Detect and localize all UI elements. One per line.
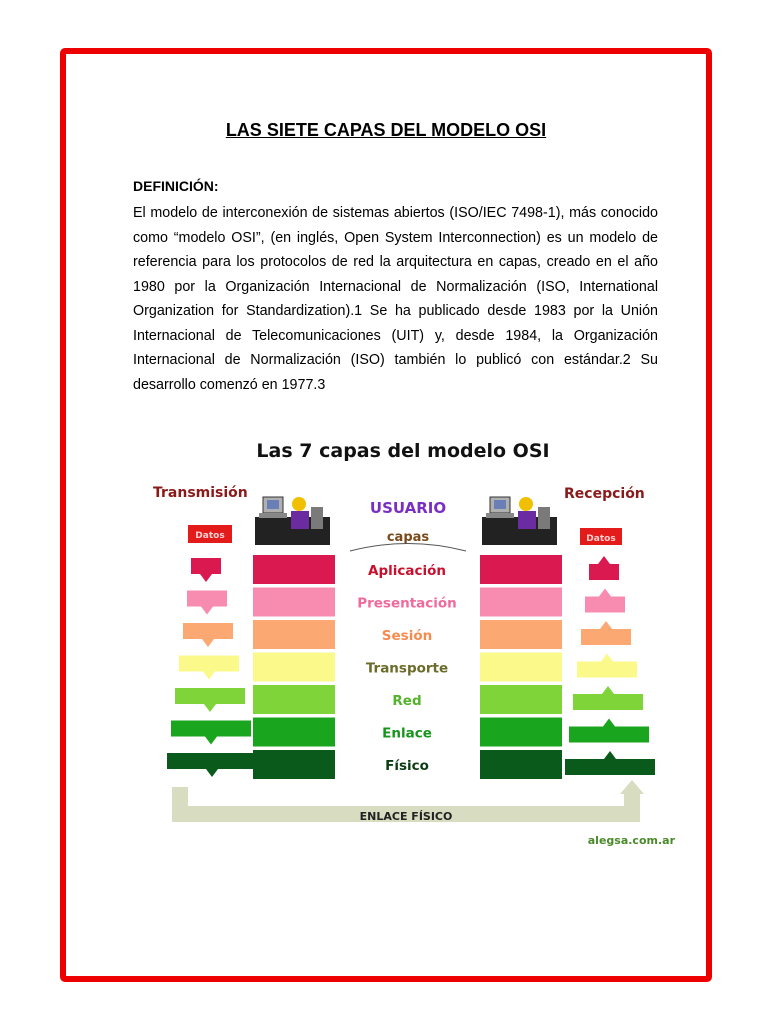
left-data-box: [188, 525, 232, 543]
physical-link-label: ENLACE FÍSICO: [359, 810, 453, 823]
left-arrow-red: [175, 688, 245, 704]
left-arrow-fisico: [167, 753, 257, 769]
left-arrow-aplicacion: [191, 558, 221, 574]
document-title: LAS SIETE CAPAS DEL MODELO OSI: [225, 120, 547, 140]
definition-heading: DEFINICIÓN:: [133, 178, 219, 194]
left-user-computer-icon: [255, 497, 330, 545]
left-layer-sesion: [253, 620, 335, 649]
right-arrow-aplicacion: [589, 564, 619, 580]
right-arrow-transporte: [577, 662, 637, 678]
left-layer-fisico: [253, 750, 335, 779]
right-layer-presentacion: [480, 588, 562, 617]
left-layer-transporte: [253, 653, 335, 682]
right-layer-enlace: [480, 718, 562, 747]
layer-label-sesion: Sesión: [381, 628, 433, 644]
right-arrow-red: [573, 694, 643, 710]
left-arrowhead-red: [204, 704, 216, 712]
left-arrow-transporte: [179, 656, 239, 672]
right-arrowhead-aplicacion: [598, 556, 610, 564]
right-arrow-enlace: [569, 727, 649, 743]
layer-label-aplicacion: Aplicación: [368, 563, 446, 579]
right-arrowhead-transporte: [601, 654, 613, 662]
left-arrowhead-presentacion: [201, 607, 213, 615]
definition-paragraph: El modelo de interconexión de sistemas abiertos (ISO/IEC 7498-1), más conocido como “modelo OSI”, (en inglés, Open System Interconnection) es un modelo de referencia para los protocolos de red la arquitectura en capas, creado en el año 1980 por la Organización Internacional de Normalización (ISO, International Organization for Standardization).1 Se ha publicado desde 1983 por la Unión Internacional de Telecomunicaciones (UIT) y, desde 1984, la Organización Internacional de Normalización (ISO) también lo publicó con estándar.2 Su desarrollo comenzó en 1977.3: [133, 205, 658, 393]
layer-stack: [253, 555, 562, 779]
layer-label-red: Red: [392, 693, 422, 709]
physical-link-arrowhead: [620, 780, 644, 794]
left-layer-aplicacion: [253, 555, 335, 584]
left-arrow-sesion: [183, 623, 233, 639]
credit-text: alegsa.com.ar: [587, 834, 675, 847]
right-arrowhead-presentacion: [599, 589, 611, 597]
right-data-box: [580, 528, 622, 545]
right-layer-transporte: [480, 653, 562, 682]
right-arrowhead-red: [602, 686, 614, 694]
right-arrowhead-enlace: [603, 719, 615, 727]
left-arrowhead-sesion: [202, 639, 214, 647]
left-layer-enlace: [253, 718, 335, 747]
left-arrow-presentacion: [187, 591, 227, 607]
layers-caption: capas: [386, 530, 430, 545]
left-arrow-enlace: [171, 721, 251, 737]
layer-label-transporte: Transporte: [365, 660, 449, 677]
layer-label-fisico: Físico: [385, 758, 429, 774]
layer-label-enlace: Enlace: [382, 725, 432, 742]
reception-arrows: [565, 556, 655, 775]
svg-text:Datos: Datos: [586, 534, 616, 544]
right-user-computer-icon: [482, 497, 557, 545]
left-arrowhead-enlace: [205, 737, 217, 745]
left-arrowhead-aplicacion: [200, 574, 212, 582]
left-layer-presentacion: [253, 588, 335, 617]
right-arrowhead-fisico: [604, 751, 616, 759]
reception-label: Recepción: [564, 486, 645, 502]
right-layer-aplicacion: [480, 555, 562, 584]
diagram-title: Las 7 capas del modelo OSI: [256, 440, 550, 462]
right-arrow-fisico: [565, 759, 655, 775]
right-layer-fisico: [480, 750, 562, 779]
right-arrowhead-sesion: [600, 621, 612, 629]
right-arrow-presentacion: [585, 597, 625, 613]
left-arrowhead-fisico: [206, 769, 218, 777]
right-arrow-sesion: [581, 629, 631, 645]
left-layer-red: [253, 685, 335, 714]
user-label: USUARIO: [369, 499, 447, 517]
right-layer-red: [480, 685, 562, 714]
transmission-arrows: [167, 558, 257, 777]
svg-text:Datos: Datos: [195, 531, 225, 541]
transmission-label: Transmisión: [153, 485, 248, 501]
osi-diagram: [140, 432, 680, 852]
right-layer-sesion: [480, 620, 562, 649]
left-arrowhead-transporte: [203, 672, 215, 680]
layer-label-presentacion: Presentación: [357, 595, 457, 612]
